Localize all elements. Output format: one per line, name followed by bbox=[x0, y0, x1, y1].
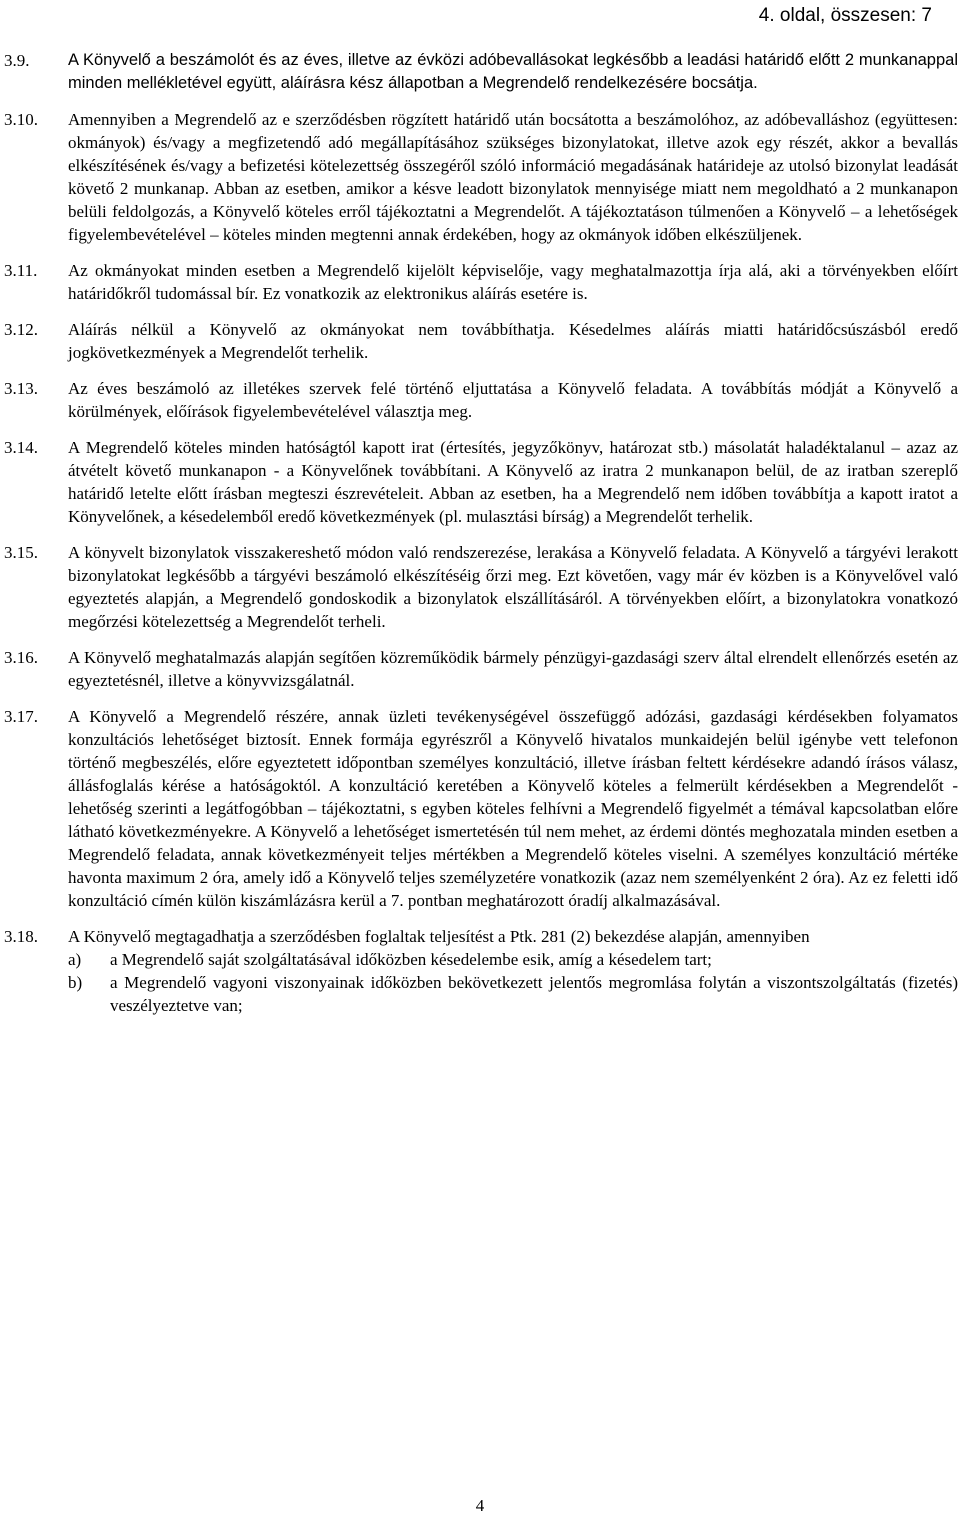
section-3-9 bbox=[4, 49, 958, 95]
section-3-16 bbox=[4, 646, 958, 692]
page-header: 4. oldal, összesen: 7 bbox=[758, 5, 932, 26]
section-3-12 bbox=[4, 318, 958, 364]
list-item-letter: a) bbox=[68, 950, 82, 969]
section-3-18 bbox=[4, 925, 958, 1017]
section-number: 3.18. bbox=[4, 927, 38, 946]
section-3-11 bbox=[4, 259, 958, 305]
page-number: 4 bbox=[475, 1496, 485, 1515]
list-item-text: a Megrendelő saját szolgáltatásával időközben késedelembe esik, amíg a késedelem tart; bbox=[110, 950, 712, 969]
list-item bbox=[68, 948, 958, 971]
section-3-17 bbox=[4, 705, 958, 912]
list-item bbox=[68, 971, 958, 1017]
section-body bbox=[68, 925, 958, 1017]
section-text: Aláírás nélkül a Könyvelő az okmányokat nem továbbíthatja. Késedelmes aláírás miatti határidőcsúszásból eredő jogkövetkezmények a Megrendelőt terhelik. bbox=[68, 320, 958, 362]
section-3-10 bbox=[4, 108, 958, 246]
section-number: 3.14. bbox=[4, 438, 38, 457]
section-3-13 bbox=[4, 377, 958, 423]
section-3-15 bbox=[4, 541, 958, 633]
section-number: 3.15. bbox=[4, 543, 38, 562]
section-number: 3.11. bbox=[4, 261, 38, 280]
section-number: 3.12. bbox=[4, 320, 38, 339]
list-item-text: a Megrendelő vagyoni viszonyainak időközben bekövetkezett jelentős megromlása folytán a viszontszolgáltatás (fizetés) veszélyeztetve van; bbox=[110, 973, 958, 1015]
list-item-letter: b) bbox=[68, 973, 83, 992]
section-number: 3.9. bbox=[4, 51, 30, 70]
section-3-14 bbox=[4, 436, 958, 528]
section-intro: A Könyvelő megtagadhatja a szerződésben foglaltak teljesítést a Ptk. 281 (2) bekezdése alapján, amennyiben bbox=[68, 927, 810, 946]
section-text: A Megrendelő köteles minden hatóságtól kapott irat (értesítés, jegyzőkönyv, határozat stb.) másolatát haladéktalanul – azaz az átvételt követő munkanapon - a Könyvelőnek továbbítani. A Könyvelő az iratra 2 munkanapon belül, de az iratban szereplő határidő letelte előtt írásban megteszi észrevételeit. Abban az esetben, ha a Megrendelő nem időben továbbítja a kapott iratot a Könyvelőnek, a késedelemből eredő következmények (pl. mulasztási bírság) a Megrendelőt terhelik. bbox=[68, 438, 958, 526]
section-text: Amennyiben a Megrendelő az e szerződésben rögzített határidő után bocsátotta a beszámolóhoz, az adóbevalláshoz (együttesen: okmányok) és/vagy a megfizetendő adó megállapításához szükséges bizonylatokat, illetve azok egy részét, akkor a bevallás elkészítésének és/vagy a befizetési kötelezettség összegéről szóló információ megadásának határideje az utolsó bizonylat leadását követő 2 munkanap. Abban az esetben, amikor a késve leadott bizonylatok mennyisége miatt nem megoldható a 2 munkanapon belüli feldolgozás, a Könyvelő köteles erről tájékoztatni a Megrendelőt. A tájékoztatáson túlmenően a Könyvelő – a lehetőségek figyelembevételével – köteles minden megtenni annak érdekében, hogy az okmányok időben elkészüljenek. bbox=[68, 110, 958, 244]
section-number: 3.13. bbox=[4, 379, 38, 398]
section-text: Az éves beszámoló az illetékes szervek felé történő eljuttatása a Könyvelő feladata. A továbbítás módját a Könyvelő a körülmények, előírások figyelembevételével választja meg. bbox=[68, 379, 958, 421]
section-text: A Könyvelő a Megrendelő részére, annak üzleti tevékenységével összefüggő adózási, gazdasági kérdésekben folyamatos konzultációs lehetőséget biztosít. Ennek formája egyrészről a Könyvelő hivatalos munkaidején belül igénybe vett telefonon történő megbeszélés, előre egyeztetett időpontban személyes konzultáció, illetve írásban feltett kérdésekre adandó írásos válasz, állásfoglalás kérése a hatóságoktól. A konzultáció keretében a Könyvelő köteles a felmerült kérdésekben a Megrendelőt - lehetőség szerinti a legátfogóbban – tájékoztatni, s egyben köteles felhívni a Megrendelő figyelmét a témával kapcsolatban előre látható következményekre. A Könyvelő a lehetőséget ismertetésén túl nem mehet, az érdemi döntés meghozatala minden esetben a Megrendelő feladata, annak következményeit teljes mértékben a Megrendelő köteles viselni. A személyes konzultáció mértéke havonta maximum 2 óra, amely idő a Könyvelő teljes személyzetére vonatkozik (azaz nem személyenként 2 óra). Az ez feletti idő konzultáció címén külön kiszámlázásra kerül a 7. pontban meghatározott óradíj alkalmazásával. bbox=[68, 707, 958, 910]
section-number: 3.16. bbox=[4, 648, 38, 667]
section-number: 3.10. bbox=[4, 110, 38, 129]
document-body bbox=[4, 49, 958, 1030]
section-text: A Könyvelő meghatalmazás alapján segítően közreműködik bármely pénzügyi-gazdasági szerv által elrendelt ellenőrzés esetén az egyeztetésnél, illetve a könyvvizsgálatnál. bbox=[68, 648, 958, 690]
section-number: 3.17. bbox=[4, 707, 38, 726]
section-text: A Könyvelő a beszámolót és az éves, illetve az évközi adóbevallásokat legkésőbb a leadási határidő előtt 2 munkanappal minden mellékletével együtt, aláírásra kész állapotban a Megrendelő rendelkezésére bocsátja. bbox=[68, 51, 958, 92]
section-text: Az okmányokat minden esetben a Megrendelő kijelölt képviselője, vagy meghatalmazottja írja alá, aki a törvényekben előírt határidőkről tudomással bír. Ez vonatkozik az elektronikus aláírás esetére is. bbox=[68, 261, 958, 303]
section-text: A könyvelt bizonylatok visszakereshető módon való rendszerezése, lerakása a Könyvelő feladata. A Könyvelő a tárgyévi lerakott bizonylatokat legkésőbb a tárgyévi beszámoló elkészítéséig őrzi meg. Ezt követően, vagy már év közben is a Könyvelővel való egyeztetés alapján, a Megrendelő gondoskodik a bizonylatok elszállításáról. A törvényekben előírt, a bizonylatokra vonatkozó megőrzési kötelezettség a Megrendelőt terheli. bbox=[68, 543, 958, 631]
